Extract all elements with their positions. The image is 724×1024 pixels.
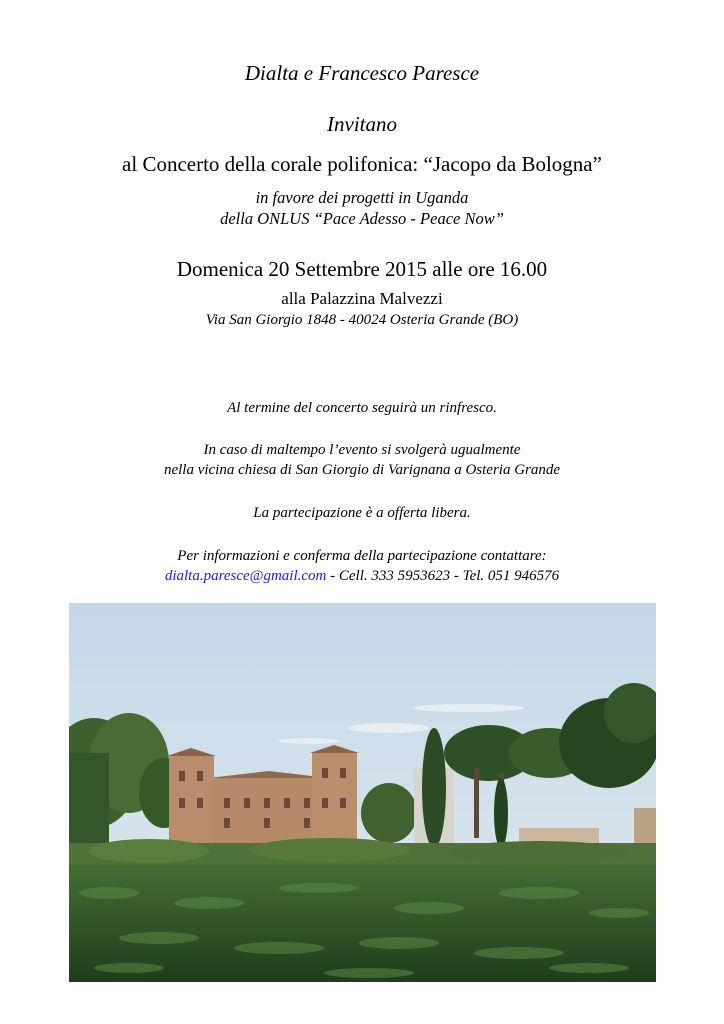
- phone-numbers: - Cell. 333 5953623 - Tel. 051 946576: [326, 568, 560, 584]
- hedge-row: [69, 838, 656, 868]
- info-note: Per informazioni e conferma della partecipazione contattare:: [177, 548, 547, 564]
- event-date: Domenica 20 Settembre 2015 alle ore 16.00: [176, 257, 548, 281]
- weather-note-line-1: In caso di maltempo l’evento si svolgerà ugualmente: [203, 442, 521, 458]
- hosts-names: Dialta e Francesco Paresce: [244, 61, 480, 85]
- email-link[interactable]: dialta.paresce@gmail.com: [164, 568, 327, 584]
- venue-name: alla Palazzina Malvezzi: [281, 289, 443, 308]
- offer-note: La partecipazione è a offerta libera.: [253, 505, 471, 521]
- beneficiary-line-1: in favore dei progetti in Uganda: [255, 188, 469, 207]
- refreshment-note: Al termine del concerto seguirà un rinfresco.: [227, 400, 497, 416]
- villa-photo: [69, 603, 656, 982]
- venue-address: Via San Giorgio 1848 - 40024 Osteria Grande (BO): [205, 312, 519, 328]
- contact-line: [0, 568, 724, 585]
- beneficiary-line-2: della ONLUS “Pace Adesso - Peace Now”: [220, 209, 504, 228]
- invite-word: Invitano: [327, 112, 397, 136]
- weather-note-line-2: nella vicina chiesa di San Giorgio di Varignana a Osteria Grande: [163, 462, 561, 478]
- concert-title: al Concerto della corale polifonica: “Jacopo da Bologna”: [122, 152, 602, 176]
